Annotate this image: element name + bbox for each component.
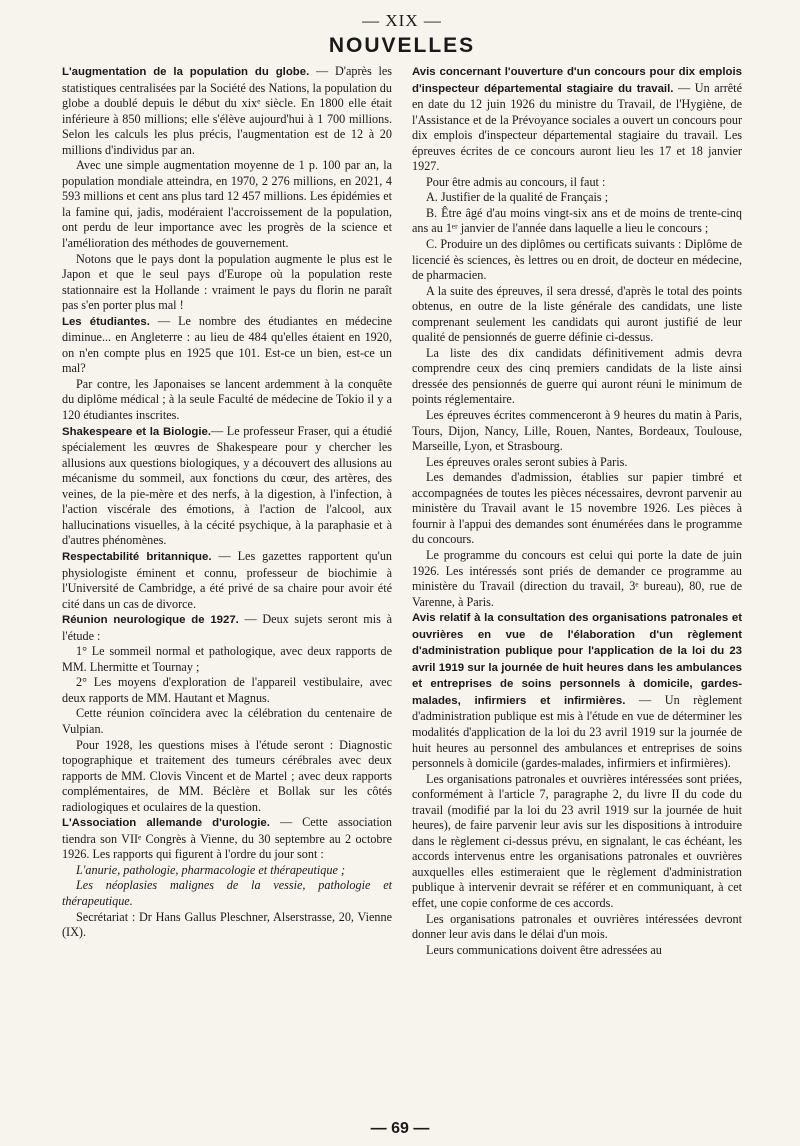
item-heading: L'Association allemande d'urologie.: [62, 817, 270, 830]
item-text: Avec une simple augmentation moyenne de 1 p. 100 par an, la population mondiale atteindra, en 1970, 2 276 millions, en 2021, 4 593 millions et cent ans plus tard 12 457 millions. Les épidémies et la famine qui, jadis, modéraient l'accroissement de la population, ont perdu de leur importance avec les progrès de la science et l'amélioration des méthodes de gouvernement.: [62, 158, 392, 251]
paragraph: [412, 190, 742, 206]
item-text: Cette réunion coïncidera avec la célébration du centenaire de Vulpian.: [62, 706, 392, 736]
paragraph: [412, 64, 742, 175]
item-text: Les épreuves orales seront subies à Paris.: [426, 454, 628, 469]
item-text: Secrétariat : Dr Hans Gallus Pleschner, Alserstrasse, 20, Vienne (IX).: [62, 909, 392, 940]
paragraph: [62, 738, 392, 816]
item-heading: Respectabilité britannique.: [62, 550, 212, 563]
item-text: Les organisations patronales et ouvrières intéressées devront donner leur avis dans le délai d'un mois.: [412, 911, 742, 942]
paragraph: [62, 878, 392, 909]
item-heading: Réunion neurologique de 1927.: [62, 614, 239, 627]
paragraph: [62, 910, 392, 941]
paragraph: [412, 470, 742, 548]
columns: [62, 64, 742, 958]
paragraph: [62, 706, 392, 737]
paragraph: [62, 644, 392, 675]
paragraph: [62, 377, 392, 424]
item-text: — Les gazettes rapportent qu'un physiologiste éminent et connu, professeur de biochimie à l'Université de Cambridge, a été privé de sa chaire pour avoir été cité dans un cas de divorce.: [62, 548, 393, 611]
paragraph: [412, 455, 742, 471]
paragraph: [412, 548, 742, 610]
item-text: Le programme du concours est celui qui porte la date de juin 1926. Les intéressés sont priés de demander ce programme au ministère du Travail (direction du travail, 3ᵉ bureau), 80, rue de Varenne, à Paris.: [412, 547, 742, 609]
item-text: — Le professeur Fraser, qui a étudié spécialement les œuvres de Shakespeare pour y chercher les allusions aux questions biologiques, y a découvert des allusions au mécanisme du sommeil, aux fonctions du cœur, des artères, des veines, de la pie-mère et des nerfs, à la digestion, à l'infection, à l'action viscérale des émotions, à l'action de l'alcool, aux hallucinations visuelles, à la cécité psychique, à la paraphasie et à d'autres phénomènes.: [62, 423, 392, 548]
item-heading: Shakespeare et la Biologie.: [62, 425, 212, 438]
paragraph: [62, 252, 392, 314]
paragraph: [62, 549, 392, 612]
page-number: — 69 —: [370, 1120, 430, 1137]
item-text: 2° Les moyens d'exploration de l'appareil vestibulaire, avec deux rapports de MM. Hautant et Magnus.: [62, 675, 392, 705]
paragraph: [62, 863, 392, 879]
paragraph: [62, 815, 392, 863]
item-text: — Le nombre des étudiantes en médecine diminue... en Angleterre : au lieu de 484 qu'elles étaient en 1920, on n'en compte plus en 1925 que 101. Est-ce un bien, est-ce un mal?: [62, 313, 392, 376]
page-roman-numeral: — XIX —: [362, 11, 442, 30]
item-text: Leurs communications doivent être adressées au: [426, 942, 662, 957]
left-column: [62, 64, 392, 958]
item-text: — Cette association tiendra son VIIᵉ Congrès à Vienne, du 30 septembre au 2 octobre 1926. Les rapports qui figurent à l'ordre du jour sont :: [62, 815, 392, 862]
item-text: Les épreuves écrites commenceront à 9 heures du matin à Paris, Tours, Dijon, Nancy, Lille, Rouen, Nantes, Bordeaux, Toulouse, Marseille, Lyon, et Strasbourg.: [412, 408, 742, 454]
item-text: Les organisations patronales et ouvrières intéressées sont priées, conformément à l'article 7, paragraphe 2, du livre II du code du travail (modifié par la loi du 23 avril 1919 sur la journée de huit heures), de faire parvenir leur avis sur les dispositions à introduire dans le règlement ci-dessus prévu, en signalant, le cas échéant, les accords intervenus entre les organisations patronales et ouvrières auxquelles elles estimeraient que le règlement d'administration publique à intervenir devrait se référer et en communiquant, à cet effet, une copie conforme de ces accords.: [412, 771, 742, 910]
item-text: — Un règlement d'administration publique est mis à l'étude en vue de déterminer les modalités d'application de la loi du 23 avril 1919 sur la journée de huit heures au personnel des ambulances et entreprises de soins personnels à domicile (gardes-malades, infirmiers et infirmières).: [412, 692, 742, 771]
item-text: C. Produire un des diplômes ou certificats suivants : Diplôme de licencié ès sciences, ès lettres ou en droit, de docteur en médecine, de pharmacien.: [412, 237, 742, 283]
paragraph: [412, 943, 742, 959]
paragraph: [62, 675, 392, 706]
item-heading: L'augmentation de la population du globe.: [62, 66, 310, 78]
paragraph: [412, 408, 742, 455]
item-heading: Avis relatif à la consultation des organisations patronales et ouvrières en vue de l'élaboration d'un règlement d'administration publique pour l'application de la loi du 23 avril 1919 sur la journée de huit heures dans les ambulances et entreprises de soins personnels à domicile, gardes-malades, infirmiers et infirmières.: [412, 612, 742, 707]
item-text: Pour être admis au concours, il faut :: [426, 174, 606, 189]
item-text: Pour 1928, les questions mises à l'étude seront : Diagnostic topographique et traitement des tumeurs cérébrales avec deux rapports de MM. Clovis Vincent et de Martel ; avec deux rapports complémentaires, de MM. Béclère et Bollak sur les côtés radiologiques et oculaires de la question.: [62, 737, 392, 814]
paragraph: [62, 314, 392, 377]
item-text: — Un arrêté en date du 12 juin 1926 du ministre du Travail, de l'Hygiène, de l'Assistance et de la Prévoyance sociales a ouvert un concours pour dix emplois d'inspecteur départemental stagiaire du travail. Les épreuves écrites de ce concours auront lieu les 17 et 18 janvier 1927.: [412, 80, 742, 174]
paragraph: [412, 284, 742, 346]
paragraph: [62, 424, 392, 549]
item-text: A la suite des épreuves, il sera dressé, d'après le total des points obtenus, en outre de la liste générale des candidats, une liste comprenant seulement les candidats qui auront justifié de leur qualité de pensionnés de guerre définie ci-dessus.: [412, 283, 742, 345]
right-column: [412, 64, 742, 958]
item-text: — Deux sujets seront mis à l'étude :: [62, 612, 392, 643]
item-text: Par contre, les Japonaises se lancent ardemment à la conquête du diplôme médical ; à la seule Faculté de médecine de Tokio il y a 120 étudiantes inscrites.: [62, 376, 392, 423]
item-text: Notons que le pays dont la population augmente le plus est le Japon et que le seul pays d'Europe où la population reste stationnaire est la Hollande : vraiment le pays du florin ne paraît pas s'en porter plus mal !: [62, 251, 392, 313]
item-italic-text: L'anurie, pathologie, pharmacologie et thérapeutique ;: [76, 862, 345, 877]
paragraph: [412, 912, 742, 943]
item-text: — D'après les statistiques centralisées par la Société des Nations, la population du globe a doublé depuis le début du xixᵉ siècle. En 1800 elle était inférieure à 850 millions; elle s'élève aujourd'hui à 1 700 millions. Selon les calculs les plus précis, l'augmentation est de 12 à 20 millions d'individus par an.: [62, 64, 393, 157]
item-text: La liste des dix candidats définitivement admis devra comprendre ceux des cinq premiers candidats de la liste ainsi dressée des pensionnés de guerre qui auront réuni le minimum de points réglementaire.: [412, 345, 742, 407]
section-title: NOUVELLES: [328, 34, 476, 57]
paragraph: [62, 64, 392, 158]
paragraph: [412, 346, 742, 408]
paragraph: [412, 237, 742, 284]
item-heading: Les étudiantes.: [62, 315, 150, 328]
paragraph: [62, 612, 392, 644]
paragraph: [412, 610, 742, 771]
item-heading: Avis concernant l'ouverture d'un concours pour dix emplois d'inspecteur départemental stagiaire du travail.: [412, 66, 742, 95]
item-text: 1° Le sommeil normal et pathologique, avec deux rapports de MM. Lhermitte et Tournay ;: [62, 644, 392, 674]
item-italic-text: Les néoplasies malignes de la vessie, pathologie et thérapeutique.: [62, 878, 392, 908]
item-text: A. Justifier de la qualité de Français ;: [426, 190, 609, 205]
paragraph: [412, 772, 742, 912]
paragraph: [62, 158, 392, 251]
item-text: Les demandes d'admission, établies sur papier timbré et accompagnées de toutes les pièces nécessaires, devront parvenir au ministère du Travail avant le 15 novembre 1926. Les pièces à fournir à l'appui des demandes sont énumérées dans le programme du concours.: [412, 470, 742, 547]
paragraph: [412, 175, 742, 191]
paragraph: [412, 206, 742, 237]
item-text: B. Être âgé d'au moins vingt-six ans et de moins de trente-cinq ans au 1ᵉʳ janvier de l'année dans laquelle a lieu le concours ;: [412, 205, 742, 236]
